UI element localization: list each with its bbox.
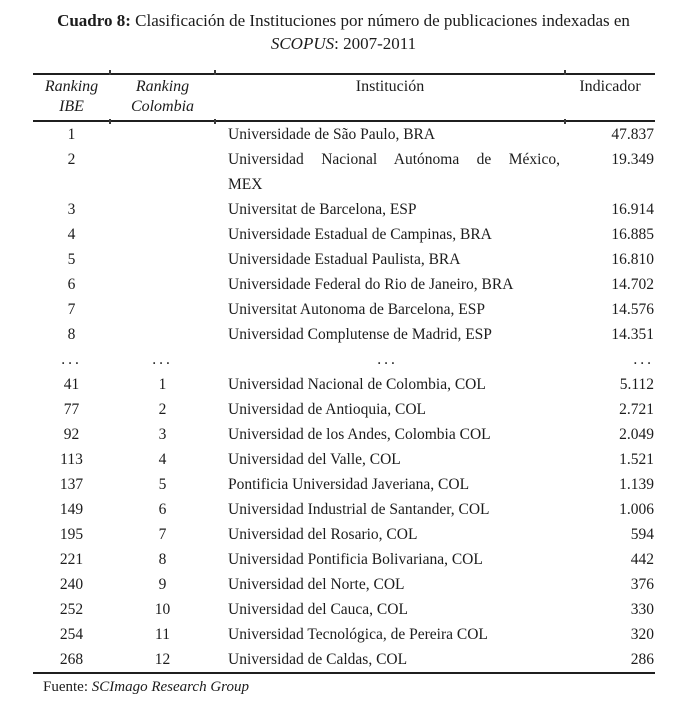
table-body [33,121,655,673]
table-row [33,372,655,397]
cell-ranking-colombia [110,121,215,147]
cell-institucion: Universidad de Antioquia, COL [228,401,427,418]
rule-tick [564,119,566,124]
cell-institucion: Pontificia Universidad Javeriana, COL [228,476,470,493]
cell-ranking-colombia: 3 [158,426,167,443]
cell-indicador: 594 [630,526,654,543]
table-row [33,447,655,472]
rankings-table [33,73,655,674]
cell-institucion: ... [377,351,398,368]
table-row [33,547,655,572]
cell-indicador: 442 [630,551,654,568]
cell-indicador: 16.810 [611,251,654,268]
cell-ranking-ibe: 268 [59,651,84,668]
cell-institucion: Universidad de los Andes, Colombia COL [228,426,491,443]
cell-ranking-ibe: 240 [59,576,84,593]
cell-ranking-ibe: 137 [59,476,84,493]
cell-indicador: ... [633,351,654,368]
table-caption [0,0,687,55]
cell-indicador: 1.521 [619,451,654,468]
cell-indicador: 1.006 [619,501,654,518]
cell-ranking-colombia: 9 [158,576,167,593]
cell-ranking-ibe: 254 [59,626,84,643]
cell-ranking-colombia: 6 [158,501,167,518]
cell-ranking-ibe: ... [61,351,82,368]
cell-ranking-colombia: 10 [154,601,171,618]
rule-tick [109,119,111,124]
table-header [33,74,655,121]
cell-institucion: Universidad del Valle, COL [228,451,401,468]
table-row [33,497,655,522]
cell-indicador: 330 [630,601,654,618]
rule-tick [214,70,216,75]
cell-ranking-colombia: 11 [155,626,170,643]
cell-ranking-ibe: 92 [63,426,80,443]
table-row [33,297,655,322]
cell-institucion: Universidad Industrial de Santander, COL [228,501,490,518]
table-row [33,197,655,222]
cell-institucion: Universidad Nacional Autónoma de México, MEX [228,151,560,193]
cell-ranking-ibe: 149 [59,501,84,518]
cell-indicador: 376 [630,576,654,593]
cell-institucion: Universidade Federal do Rio de Janeiro, BRA [228,276,514,293]
header-institucion: Institución [215,74,565,121]
table-row-ellipsis [33,347,655,372]
table-row [33,522,655,547]
cell-ranking-ibe: 1 [67,126,76,143]
cell-ranking-colombia: 1 [158,376,167,393]
table-row [33,247,655,272]
caption-text: Clasificación de Instituciones por número de publicaciones indexadas en [130,11,630,30]
cell-ranking-ibe: 5 [67,251,76,268]
source-note [43,677,687,697]
table-row [33,222,655,247]
source-value: SCImago Research Group [91,679,249,695]
header-ranking-colombia: Ranking Colombia [110,74,215,121]
cell-ranking-ibe: 41 [63,376,80,393]
cell-ranking-colombia [110,297,215,322]
cell-ranking-ibe: 252 [59,601,84,618]
cell-institucion: Universidad Tecnológica, de Pereira COL [228,626,488,643]
cell-ranking-colombia: 7 [158,526,167,543]
cell-institucion: Universidade de São Paulo, BRA [228,126,436,143]
rankings-table-wrap [33,73,655,674]
cell-indicador: 5.112 [619,376,654,393]
cell-ranking-colombia: 5 [158,476,167,493]
cell-ranking-colombia [110,247,215,272]
cell-ranking-colombia: 2 [158,401,167,418]
cell-ranking-ibe: 113 [60,451,83,468]
cell-indicador: 16.914 [611,201,654,218]
caption-line-1 [0,9,687,32]
cell-ranking-colombia: 8 [158,551,167,568]
rule-tick [109,70,111,75]
header-ranking-ibe: Ranking IBE [33,74,110,121]
table-header-row [33,74,655,121]
caption-label: Cuadro 8: [57,11,131,30]
cell-indicador: 14.702 [611,276,654,293]
rule-tick [564,70,566,75]
table-row [33,397,655,422]
cell-ranking-ibe: 3 [67,201,76,218]
source-label: Fuente: [43,679,88,695]
cell-ranking-ibe: 195 [59,526,84,543]
table-row [33,622,655,647]
caption-years: : 2007-2011 [334,34,417,53]
cell-indicador: 1.139 [619,476,654,493]
cell-institucion: Universitat de Barcelona, ESP [228,201,417,218]
table-row [33,597,655,622]
cell-indicador: 320 [630,626,654,643]
cell-ranking-colombia [110,272,215,297]
cell-indicador: 14.351 [611,326,654,343]
cell-ranking-colombia: 4 [158,451,167,468]
cell-institucion: Universidad del Norte, COL [228,576,405,593]
cell-indicador: 14.576 [611,301,654,318]
table-row [33,272,655,297]
cell-ranking-colombia [110,197,215,222]
cell-institucion: Universidade Estadual de Campinas, BRA [228,226,492,243]
cell-indicador: 47.837 [611,126,654,143]
cell-institucion: Universidad Pontificia Bolivariana, COL [228,551,483,568]
rule-tick [214,119,216,124]
table-row [33,147,655,197]
cell-ranking-colombia [110,322,215,347]
cell-ranking-ibe: 4 [67,226,76,243]
cell-indicador: 2.049 [619,426,654,443]
cell-institucion: Universidad Nacional de Colombia, COL [228,376,486,393]
table-row [33,472,655,497]
table-row [33,647,655,673]
cell-indicador: 19.349 [611,151,654,168]
cell-ranking-ibe: 8 [67,326,76,343]
cell-ranking-ibe: 7 [67,301,76,318]
cell-ranking-ibe: 77 [63,401,80,418]
cell-ranking-ibe: 2 [67,151,76,168]
cell-institucion: Universidad Complutense de Madrid, ESP [228,326,492,343]
cell-indicador: 16.885 [611,226,654,243]
cell-institucion: Universidad del Rosario, COL [228,526,418,543]
table-row [33,322,655,347]
caption-line-2 [0,32,687,55]
cell-institucion: Universidade Estadual Paulista, BRA [228,251,461,268]
cell-institucion: Universidad de Caldas, COL [228,651,408,668]
cell-ranking-colombia: ... [152,351,173,368]
cell-ranking-colombia [110,147,215,197]
cell-institucion: Universitat Autonoma de Barcelona, ESP [228,301,485,318]
caption-journal: SCOPUS [270,34,335,53]
cell-indicador: 2.721 [619,401,654,418]
table-row [33,572,655,597]
cell-ranking-colombia [110,222,215,247]
header-indicador: Indicador [565,74,655,121]
cell-ranking-ibe: 6 [67,276,76,293]
cell-institucion: Universidad del Cauca, COL [228,601,408,618]
cell-ranking-ibe: 221 [59,551,84,568]
table-row [33,121,655,147]
cell-ranking-colombia: 12 [154,651,171,668]
cell-indicador: 286 [630,651,654,668]
table-row [33,422,655,447]
